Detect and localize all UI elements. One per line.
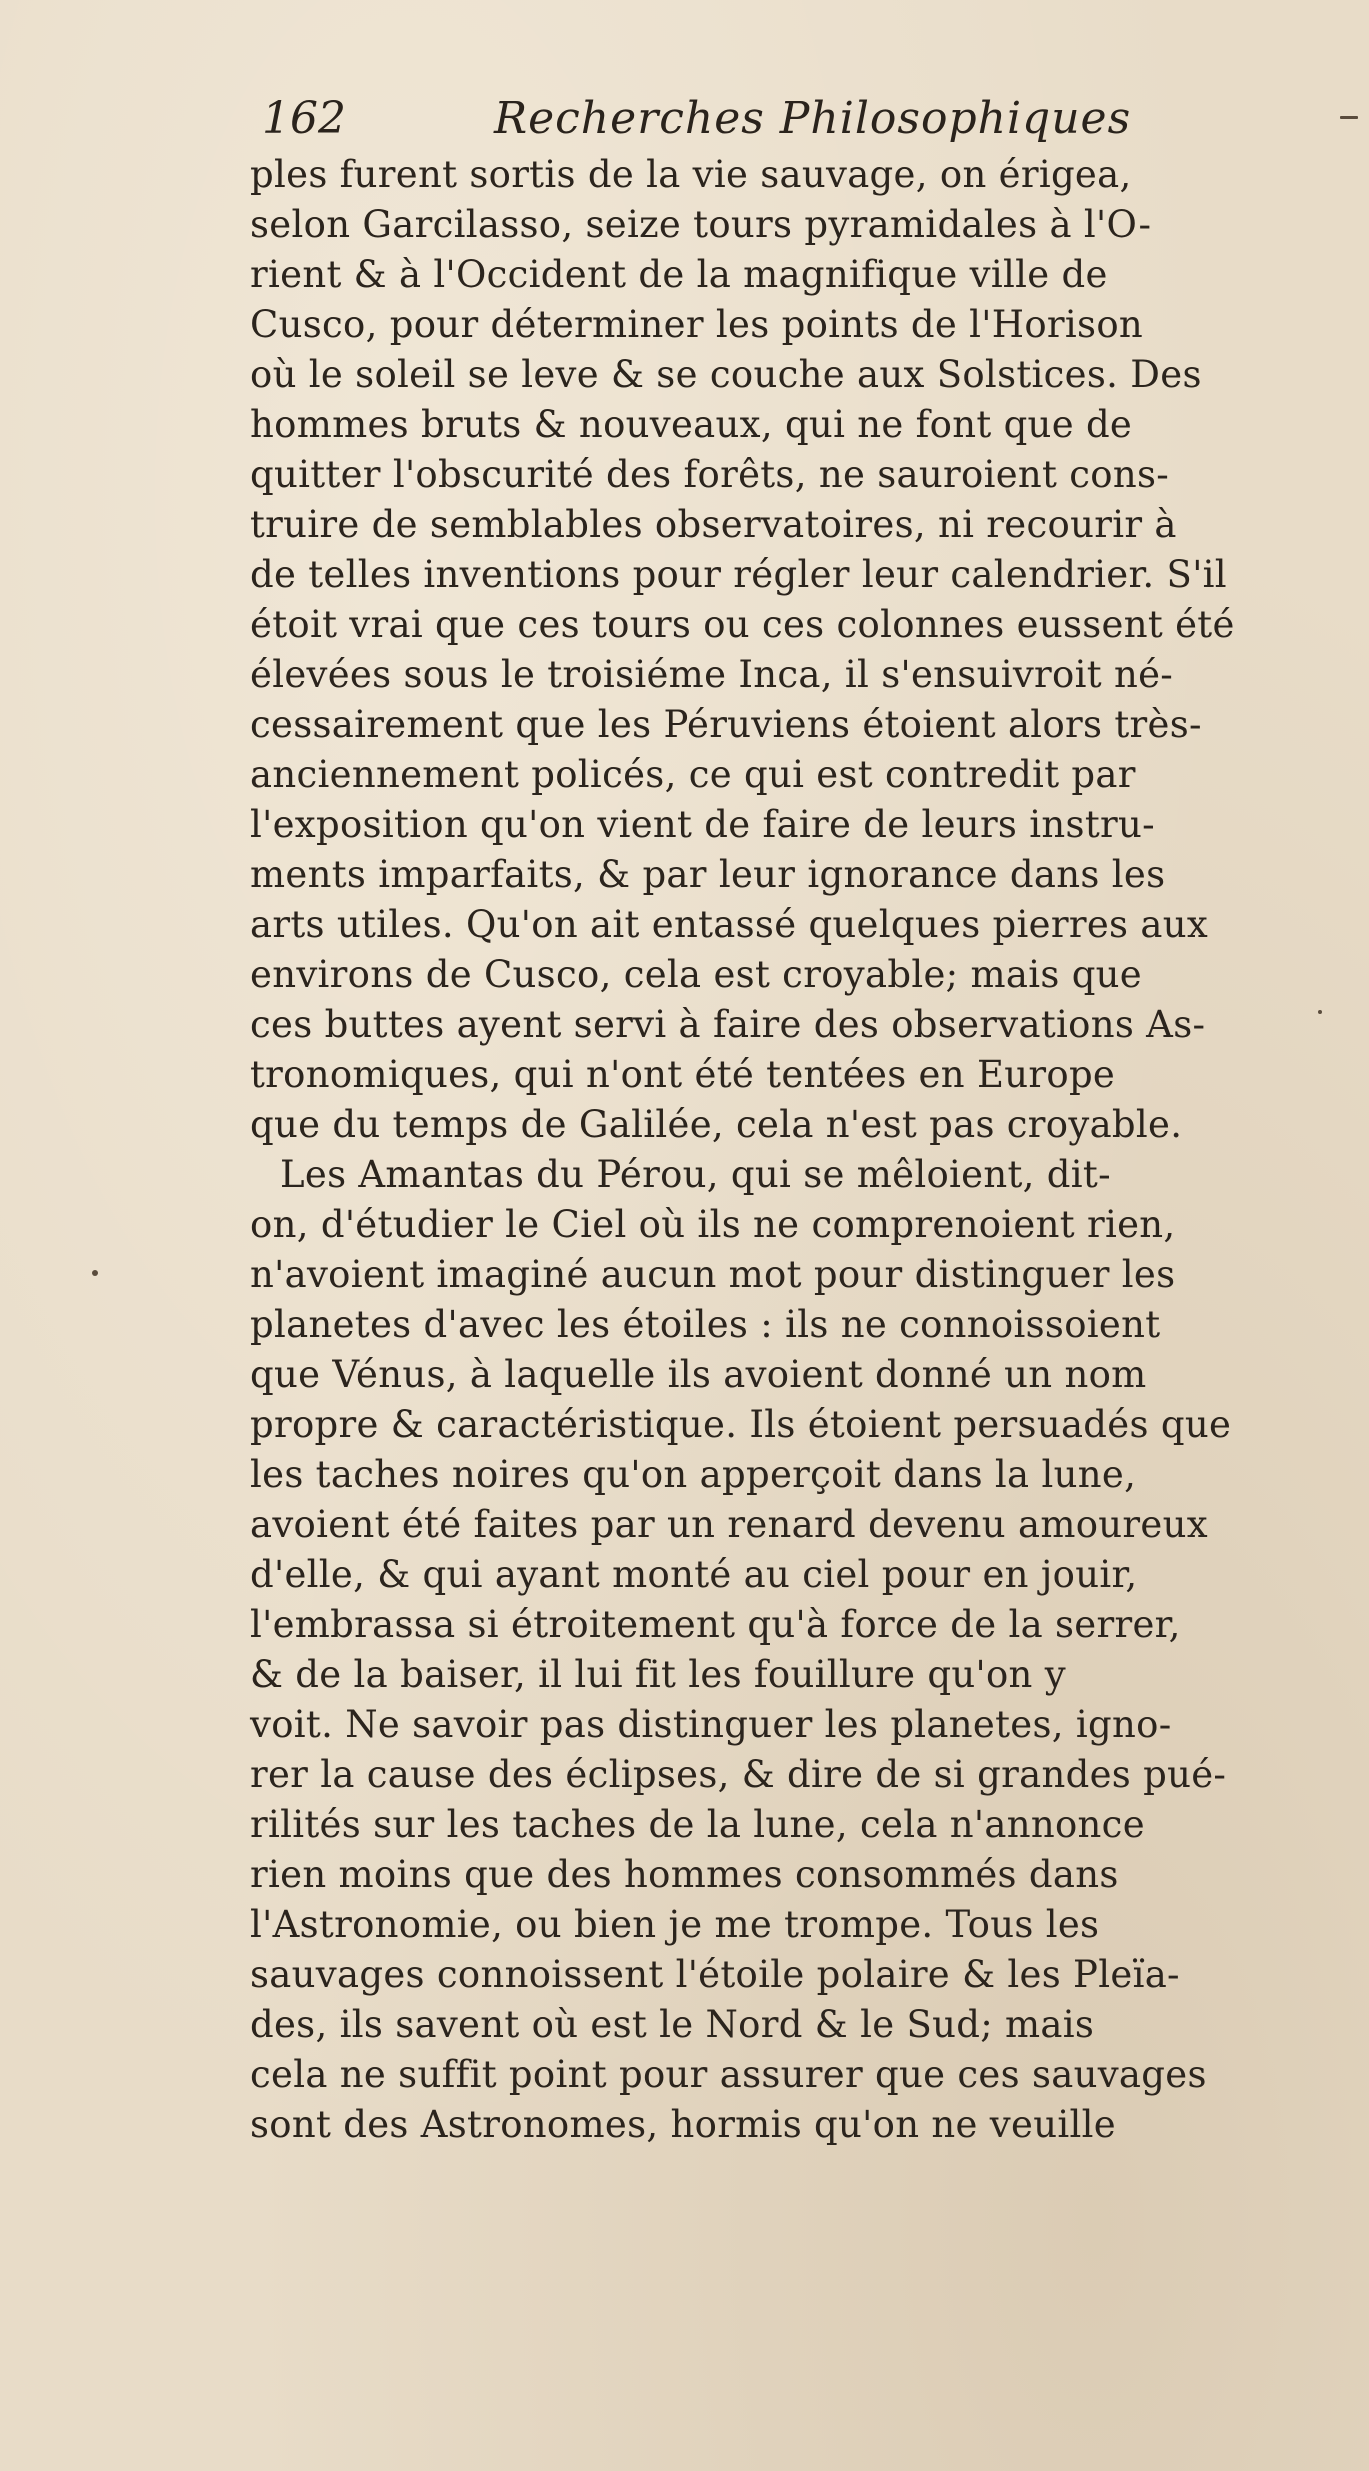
text-line: où le soleil se leve & se couche aux Solstices. Des — [250, 353, 1202, 396]
text-line: sont des Astronomes, hormis qu'on ne veuille — [250, 2103, 1116, 2146]
text-line: cela ne suffit point pour assurer que ces sauvages — [250, 2053, 1207, 2096]
text-line: l'embrassa si étroitement qu'à force de la serrer, — [250, 1603, 1181, 1646]
text-line: que du temps de Galilée, cela n'est pas croyable. — [250, 1103, 1183, 1146]
ink-speck — [1340, 116, 1358, 119]
text-line: ments imparfaits, & par leur ignorance dans les — [250, 853, 1166, 896]
text-line: voit. Ne savoir pas distinguer les planetes, igno- — [250, 1703, 1172, 1746]
text-line: que Vénus, à laquelle ils avoient donné un nom — [250, 1353, 1147, 1396]
text-line: anciennement policés, ce qui est contredit par — [250, 753, 1136, 796]
text-line: arts utiles. Qu'on ait entassé quelques pierres aux — [250, 903, 1209, 946]
text-line: sauvages connoissent l'étoile polaire & les Pleïa- — [250, 1953, 1180, 1996]
text-line: l'Astronomie, ou bien je me trompe. Tous les — [250, 1903, 1100, 1946]
text-line: & de la baiser, il lui fit les fouillure qu'on y — [250, 1653, 1066, 1696]
text-line: de telles inventions pour régler leur calendrier. S'il — [250, 553, 1227, 596]
page-number: 162 — [262, 93, 346, 144]
text-line: des, ils savent où est le Nord & le Sud; mais — [250, 2003, 1095, 2046]
text-line: rer la cause des éclipses, & dire de si grandes pué- — [250, 1753, 1227, 1796]
text-line: l'exposition qu'on vient de faire de leurs instru- — [250, 803, 1155, 846]
text-line: Les Amantas du Pérou, qui se mêloient, dit- — [280, 1153, 1111, 1196]
text-line: environs de Cusco, cela est croyable; mais que — [250, 953, 1143, 996]
text-line: avoient été faites par un renard devenu amoureux — [250, 1503, 1208, 1546]
text-line: rilités sur les taches de la lune, cela n'annonce — [250, 1803, 1145, 1846]
text-line: Cusco, pour déterminer les points de l'Horison — [250, 303, 1144, 346]
text-line: cessairement que les Péruviens étoient alors très- — [250, 703, 1202, 746]
text-line: rien moins que des hommes consommés dans — [250, 1853, 1119, 1896]
text-line: étoit vrai que ces tours ou ces colonnes eussent été — [250, 603, 1235, 646]
text-line: n'avoient imaginé aucun mot pour distinguer les — [250, 1253, 1176, 1296]
text-line: élevées sous le troisiéme Inca, il s'ensuivroit né- — [250, 653, 1174, 696]
text-line: planetes d'avec les étoiles : ils ne connoissoient — [250, 1303, 1161, 1346]
body-text — [250, 150, 1340, 2150]
text-line: selon Garcilasso, seize tours pyramidales à l'O- — [250, 203, 1152, 246]
text-line: rient & à l'Occident de la magnifique ville de — [250, 253, 1108, 296]
running-title: Recherches Philosophiques — [494, 93, 1132, 144]
text-line: ples furent sortis de la vie sauvage, on érigea, — [250, 153, 1132, 196]
text-line: d'elle, & qui ayant monté au ciel pour en jouir, — [250, 1553, 1138, 1596]
text-line: tronomiques, qui n'ont été tentées en Europe — [250, 1053, 1116, 1096]
text-line: ces buttes ayent servi à faire des observations As- — [250, 1003, 1206, 1046]
text-line: quitter l'obscurité des forêts, ne sauroient cons- — [250, 453, 1170, 496]
page-header — [262, 93, 1162, 153]
text-line: les taches noires qu'on apperçoit dans la lune, — [250, 1453, 1137, 1496]
ink-speck — [92, 1270, 98, 1276]
text-line: on, d'étudier le Ciel où ils ne comprenoient rien, — [250, 1203, 1176, 1246]
text-line: propre & caractéristique. Ils étoient persuadés que — [250, 1403, 1232, 1446]
text-line: truire de semblables observatoires, ni recourir à — [250, 503, 1177, 546]
ink-speck — [1318, 1010, 1322, 1014]
text-line: hommes bruts & nouveaux, qui ne font que de — [250, 403, 1133, 446]
